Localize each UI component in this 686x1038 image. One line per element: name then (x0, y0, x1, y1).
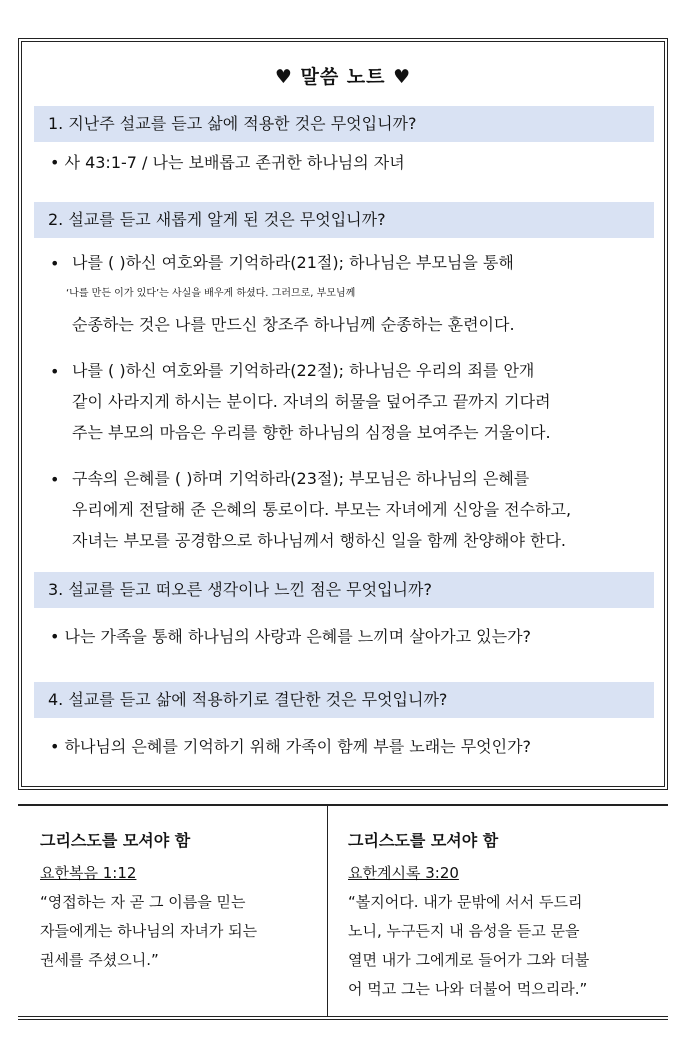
verse-line: “영접하는 자 곧 그 이름을 믿는 (40, 893, 246, 911)
answer-2-item-1-line: ‘나를 만든 이가 있다’는 사실을 배우게 하셨다. 그러므로, 부모님께 (66, 288, 356, 299)
verse-line: 열면 내가 그에게로 들어가 그와 더불 (348, 951, 590, 969)
verse-card-right-title: 그리스도를 모셔야 함 (348, 831, 499, 850)
answer-2-item-2-line: 주는 부모의 마음은 우리를 향한 하나님의 심정을 보여주는 거울이다. (72, 423, 551, 442)
verse-card-left-text (40, 888, 310, 975)
bullet-2-1: • (50, 254, 60, 273)
verse-line: 노니, 누구든지 내 음성을 듣고 문을 (348, 922, 580, 940)
verse-card-left-reference: 요한복음 1:12 (40, 864, 137, 882)
answer-2-item-3-line: 구속의 은혜를 ( )하며 기억하라(23절); 부모님은 하나님의 은혜를 (72, 469, 530, 488)
verse-line: 자들에게는 하나님의 자녀가 되는 (40, 922, 258, 940)
verse-line: 어 먹고 그는 나와 더불어 먹으리라.” (348, 980, 588, 998)
answer-2-item-3 (72, 463, 647, 556)
verse-card-left-title: 그리스도를 모셔야 함 (40, 831, 191, 850)
answer-2-item-1-line: 순종하는 것은 나를 만드신 창조주 하나님께 순종하는 훈련이다. (72, 315, 515, 334)
sermon-note-box (18, 38, 668, 790)
note-title: ♥ 말씀 노트 ♥ (274, 66, 412, 88)
question-3: 3. 설교를 듣고 떠오른 생각이나 느낀 점은 무엇입니까? (34, 572, 654, 608)
verse-line: “볼지어다. 내가 문밖에 서서 두드리 (348, 893, 583, 911)
question-2: 2. 설교를 듣고 새롭게 알게 된 것은 무엇입니까? (34, 202, 654, 238)
bottom-section-bottom-rule (18, 1016, 668, 1020)
verse-card-right-reference: 요한계시록 3:20 (348, 864, 459, 882)
answer-2-item-3-line: 자녀는 부모를 공경함으로 하나님께서 행하신 일을 함께 찬양해야 한다. (72, 531, 566, 550)
bullet-2-3: • (50, 470, 60, 489)
answer-2-item-1-line: 나를 ( )하신 여호와를 기억하라(21절); 하나님은 부모님을 통해 (72, 253, 514, 272)
answer-2-item-2 (72, 355, 647, 448)
bottom-section-top-rule (18, 804, 668, 806)
bullet-2-2: • (50, 362, 60, 381)
answer-2-item-1 (66, 247, 647, 340)
question-1: 1. 지난주 설교를 듣고 삶에 적용한 것은 무엇입니까? (34, 106, 654, 142)
answer-2-item-2-line: 나를 ( )하신 여호와를 기억하라(22절); 하나님은 우리의 죄를 안개 (72, 361, 535, 380)
answer-1: • 사 43:1-7 / 나는 보배롭고 존귀한 하나님의 자녀 (50, 153, 405, 172)
answer-4: • 하나님의 은혜를 기억하기 위해 가족이 함께 부를 노래는 무엇인가? (50, 737, 532, 756)
verse-card-right-text (348, 888, 653, 1004)
answer-2-item-3-line: 우리에게 전달해 준 은혜의 통로이다. 부모는 자녀에게 신앙을 전수하고, (72, 500, 572, 519)
question-4: 4. 설교를 듣고 삶에 적용하기로 결단한 것은 무엇입니까? (34, 682, 654, 718)
verse-line: 권세를 주셨으니.” (40, 951, 159, 969)
answer-2-item-2-line: 같이 사라지게 하시는 분이다. 자녀의 허물을 덮어주고 끝까지 기다려 (72, 392, 551, 411)
answer-3: • 나는 가족을 통해 하나님의 사랑과 은혜를 느끼며 살아가고 있는가? (50, 627, 532, 646)
bottom-column-divider (327, 806, 328, 1016)
